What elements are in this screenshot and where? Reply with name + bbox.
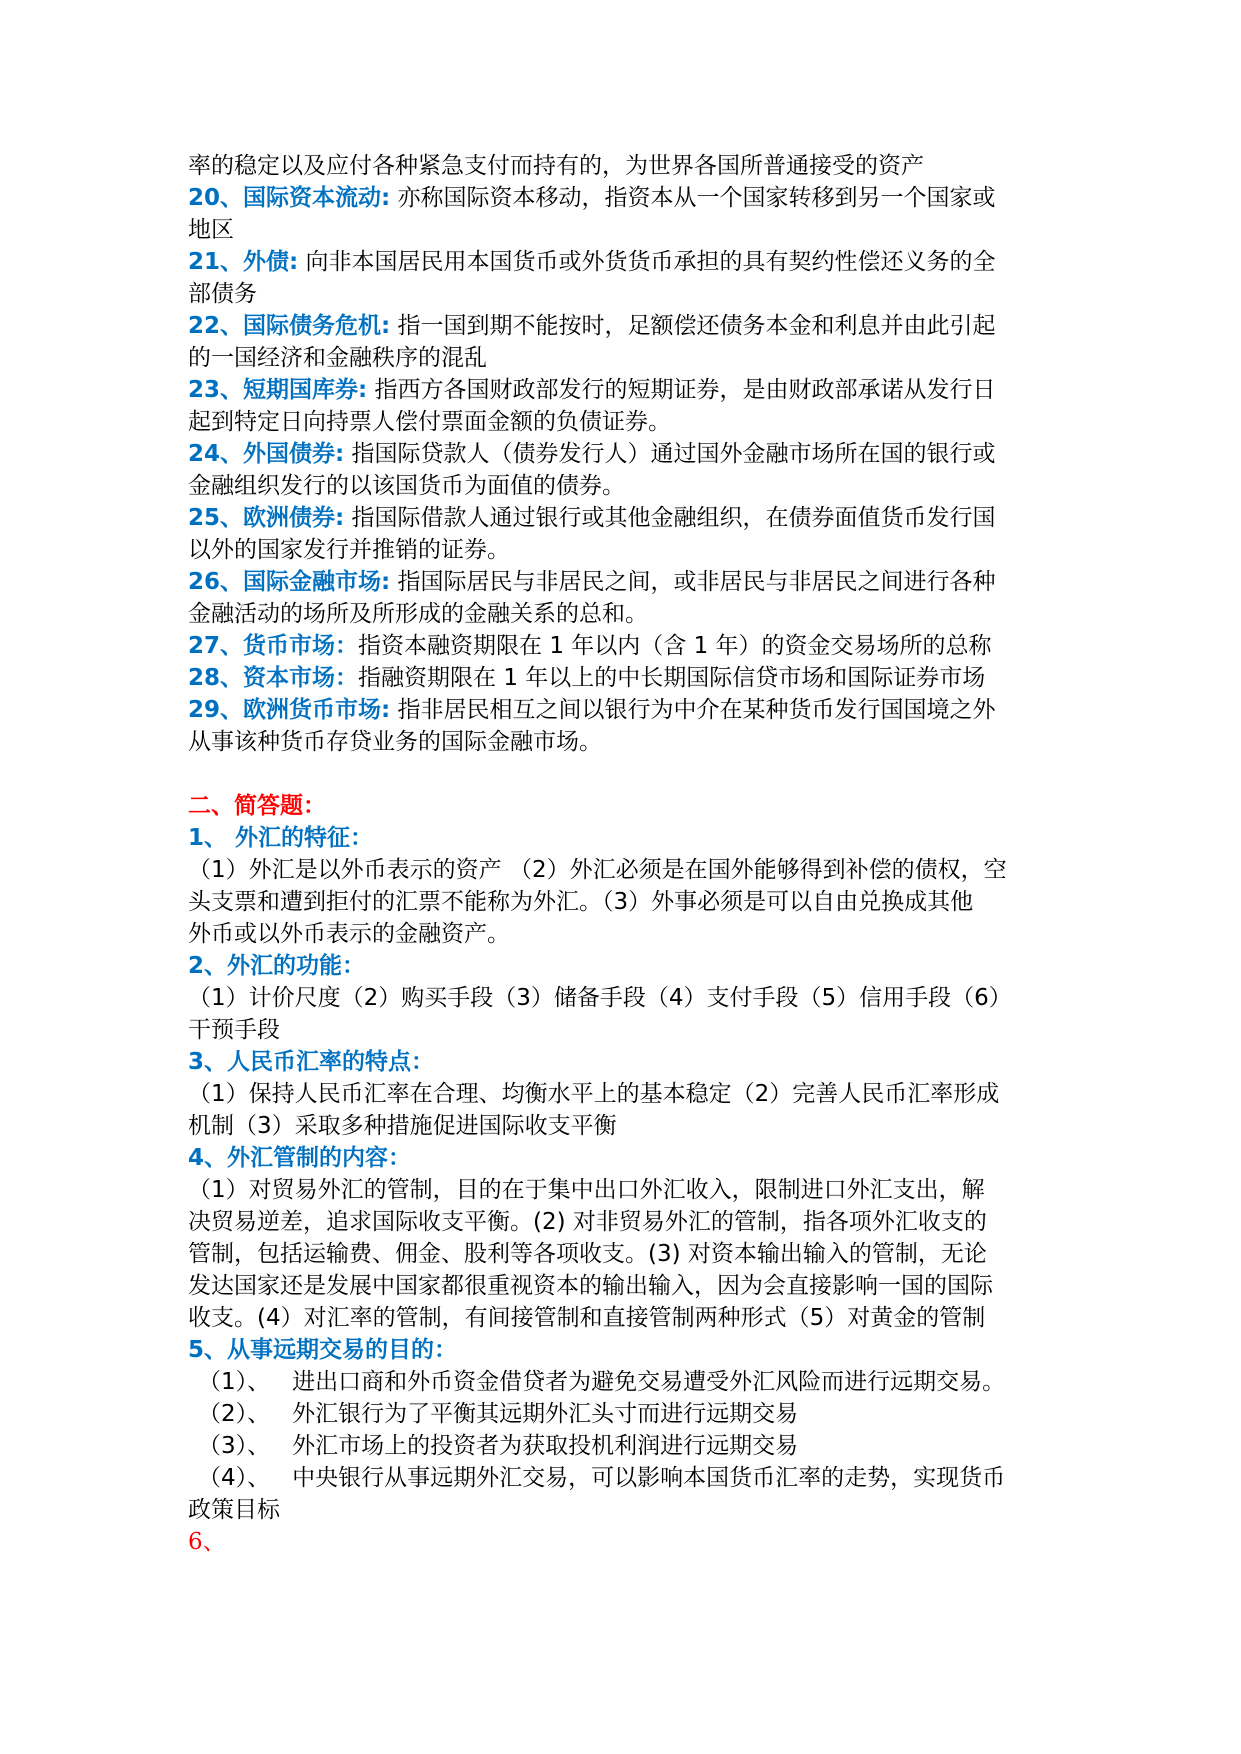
term-label: 25、欧洲债券: xyxy=(188,505,345,531)
question-heading-2: 2、外汇的功能： xyxy=(188,953,366,979)
definition-29 xyxy=(188,694,1050,726)
text-line: 管制，包括运输费、佣金、股利等各项收支。(3) 对资本输出输入的管制，无论 xyxy=(188,1241,987,1267)
list-number: （1）、 xyxy=(198,1369,271,1395)
text-line: （1）计价尺度（2）购买手段（3）储备手段（4）支付手段（5）信用手段（6） xyxy=(188,985,1012,1011)
text-line: 金融组织发行的以该国货币为面值的债券。 xyxy=(188,473,625,499)
text-line: 率的稳定以及应付各种紧急支付而持有的，为世界各国所普通接受的资产 xyxy=(188,153,924,179)
list-item xyxy=(188,1398,1050,1430)
definition-text: 向非本国居民用本国货币或外货货币承担的具有契约性偿还义务的全 xyxy=(298,249,996,275)
list-number: （4）、 xyxy=(198,1465,271,1491)
definition-28 xyxy=(188,662,1050,694)
question-heading-1: 1、 外汇的特征： xyxy=(188,825,374,851)
section-heading: 二、简答题： xyxy=(188,793,326,819)
definition-text: 亦称国际资本移动，指资本从一个国家转移到另一个国家或 xyxy=(390,185,996,211)
definition-24 xyxy=(188,438,1050,470)
text-line: 机制（3）采取多种措施促进国际收支平衡 xyxy=(188,1113,617,1139)
definition-26 xyxy=(188,566,1050,598)
list-item xyxy=(188,1366,1050,1398)
question-heading-4: 4、外汇管制的内容： xyxy=(188,1145,412,1171)
text-line: 以外的国家发行并推销的证券。 xyxy=(188,537,510,563)
list-text: 中央银行从事远期外汇交易，可以影响本国货币汇率的走势，实现货币 xyxy=(292,1465,1006,1491)
text-line: 外币或以外币表示的金融资产。 xyxy=(188,921,510,947)
spacer xyxy=(188,758,1050,790)
definition-text: 指非居民相互之间以银行为中介在某种货币发行国国境之外 xyxy=(390,697,996,723)
term-label: 20、国际资本流动: xyxy=(188,185,391,211)
list-number: （2）、 xyxy=(198,1401,271,1427)
definition-21 xyxy=(188,246,1050,278)
definition-25 xyxy=(188,502,1050,534)
text-line: 干预手段 xyxy=(188,1017,280,1043)
definition-text: 指融资期限在 1 年以上的中长期国际信贷市场和国际证券市场 xyxy=(358,665,986,691)
text-line: （1）保持人民币汇率在合理、均衡水平上的基本稳定（2）完善人民币汇率形成 xyxy=(188,1081,1000,1107)
text-line: 收支。(4）对汇率的管制，有间接管制和直接管制两种形式（5）对黄金的管制 xyxy=(188,1305,986,1331)
list-number: （3）、 xyxy=(198,1433,271,1459)
text-line: 地区 xyxy=(188,217,234,243)
term-label: 24、外国债券: xyxy=(188,441,345,467)
text-line: （1）对贸易外汇的管制，目的在于集中出口外汇收入，限制进口外汇支出，解 xyxy=(188,1177,985,1203)
text-line: 部债务 xyxy=(188,281,257,307)
definition-20 xyxy=(188,182,1050,214)
term-label: 27、货币市场： xyxy=(188,633,359,659)
list-text: 外汇市场上的投资者为获取投机利润进行远期交易 xyxy=(292,1433,799,1459)
text-line: 头支票和遭到拒付的汇票不能称为外汇。（3）外事必须是可以自由兑换成其他 xyxy=(188,889,974,915)
term-label: 21、外债: xyxy=(188,249,299,275)
definition-27 xyxy=(188,630,1050,662)
definition-22 xyxy=(188,310,1050,342)
definition-text: 指资本融资期限在 1 年以内（含 1 年）的资金交易场所的总称 xyxy=(358,633,992,659)
definition-text: 指国际居民与非居民之间，或非居民与非居民之间进行各种 xyxy=(390,569,996,595)
question-heading-3: 3、人民币汇率的特点： xyxy=(188,1049,435,1075)
list-text: 进出口商和外币资金借贷者为避免交易遭受外汇风险而进行远期交易。 xyxy=(292,1369,1006,1395)
text-line: 发达国家还是发展中国家都很重视资本的输出输入，因为会直接影响一国的国际 xyxy=(188,1273,993,1299)
definition-text: 指西方各国财政部发行的短期证券，是由财政部承诺从发行日 xyxy=(367,377,996,403)
question-heading-5: 5、从事远期交易的目的： xyxy=(188,1337,458,1363)
definition-23 xyxy=(188,374,1050,406)
definition-text: 指国际贷款人（债券发行人）通过国外金融市场所在国的银行或 xyxy=(344,441,996,467)
list-item xyxy=(188,1462,1050,1494)
text-line: 从事该种货币存贷业务的国际金融市场。 xyxy=(188,729,602,755)
list-text: 外汇银行为了平衡其远期外汇头寸而进行远期交易 xyxy=(292,1401,799,1427)
text-line: 政策目标 xyxy=(188,1497,280,1523)
document-page xyxy=(188,150,1050,1558)
text-line: 的一国经济和金融秩序的混乱 xyxy=(188,345,487,371)
term-label: 28、资本市场： xyxy=(188,665,359,691)
definition-text: 指一国到期不能按时，足额偿还债务本金和利息并由此引起 xyxy=(390,313,996,339)
definition-text: 指国际借款人通过银行或其他金融组织，在债券面值货币发行国 xyxy=(344,505,996,531)
term-label: 29、欧洲货币市场: xyxy=(188,697,391,723)
text-line: 金融活动的场所及所形成的金融关系的总和。 xyxy=(188,601,648,627)
text-line: （1）外汇是以外币表示的资产 （2）外汇必须是在国外能够得到补偿的债权，空 xyxy=(188,857,1007,883)
term-label: 23、短期国库券: xyxy=(188,377,368,403)
term-label: 26、国际金融市场: xyxy=(188,569,391,595)
list-item xyxy=(188,1430,1050,1462)
question-number-6: 6、 xyxy=(188,1529,226,1555)
text-line: 起到特定日向持票人偿付票面金额的负债证券。 xyxy=(188,409,671,435)
text-line: 决贸易逆差，追求国际收支平衡。(2) 对非贸易外汇的管制，指各项外汇收支的 xyxy=(188,1209,987,1235)
term-label: 22、国际债务危机: xyxy=(188,313,391,339)
